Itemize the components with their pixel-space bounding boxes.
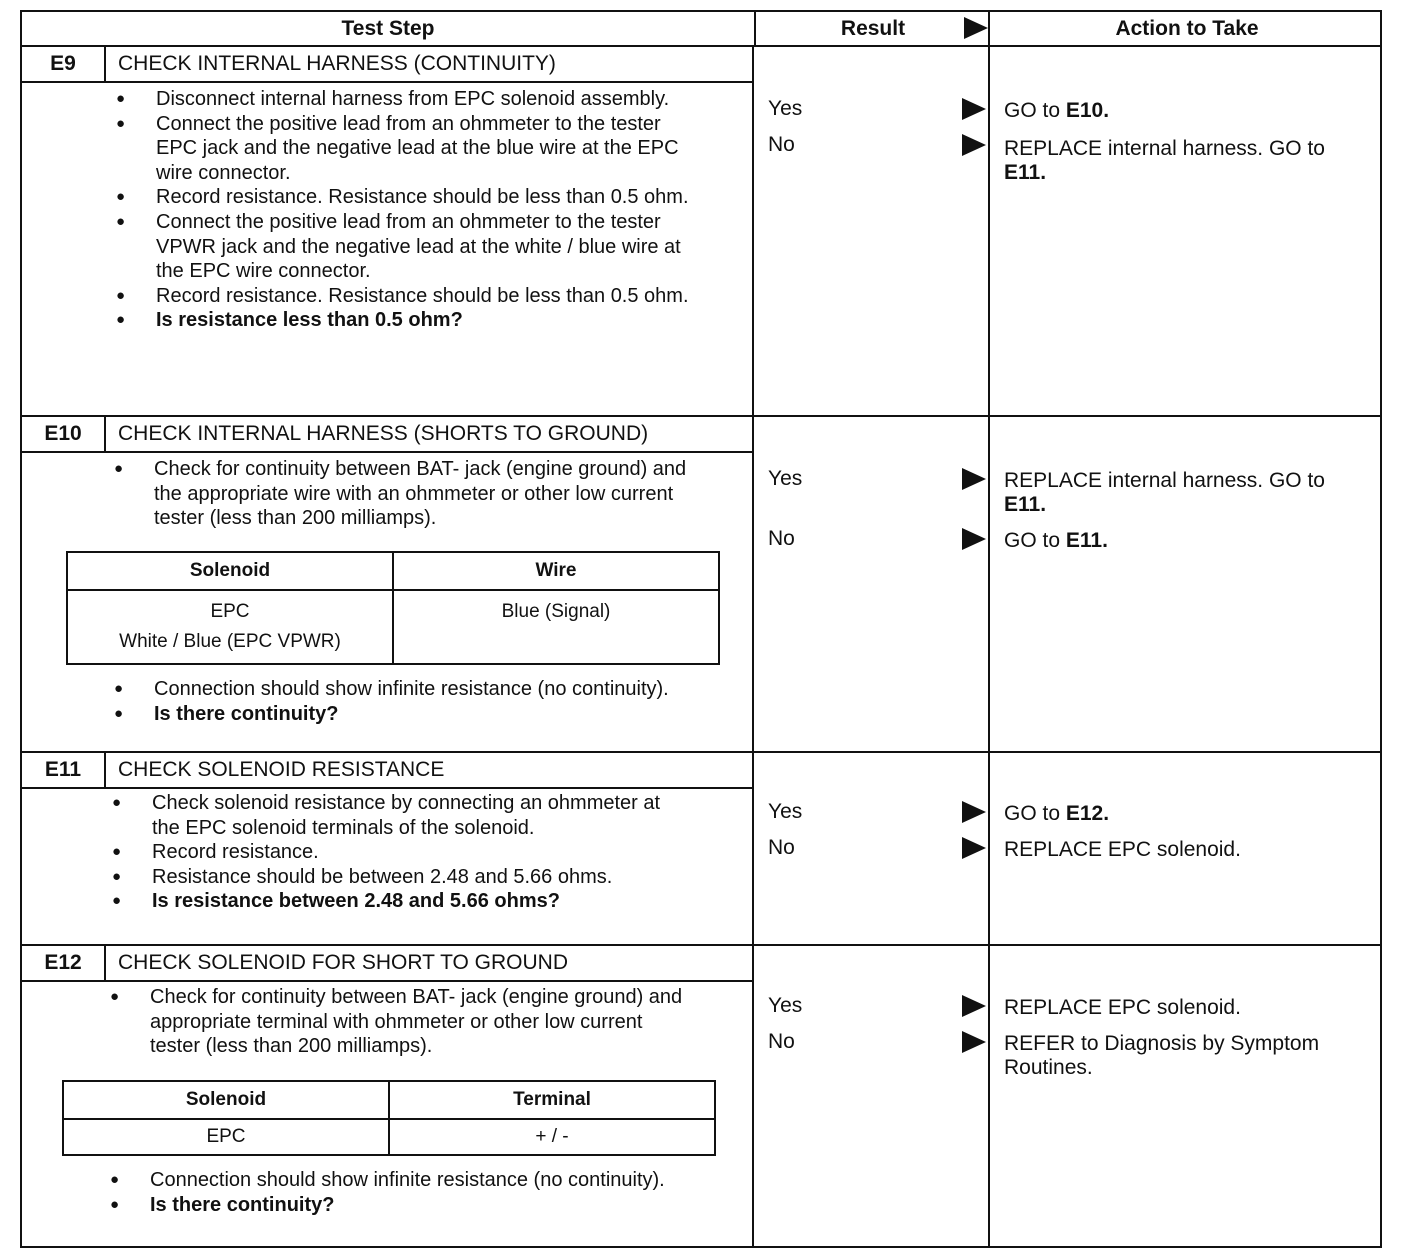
bullet-question: ● Is there continuity? bbox=[114, 702, 694, 727]
table-cell: + / - bbox=[389, 1119, 715, 1155]
result-cell bbox=[752, 417, 990, 751]
action-text: REPLACE internal harness. GO to bbox=[1004, 469, 1325, 492]
result-cell bbox=[752, 47, 990, 415]
arrow-icon bbox=[962, 468, 986, 490]
cell-line: EPC bbox=[210, 601, 250, 622]
step-row-e10 bbox=[20, 417, 1382, 753]
table-header bbox=[20, 10, 1382, 47]
cell-line: Blue (Signal) bbox=[501, 601, 611, 622]
action-cell bbox=[988, 417, 1382, 751]
table-cell bbox=[67, 590, 393, 664]
bullet-question: ● Is resistance between 2.48 and 5.66 ohms? bbox=[112, 889, 692, 914]
arrow-icon bbox=[962, 837, 986, 859]
bullet-question: ● Is there continuity? bbox=[110, 1193, 690, 1218]
step-row-e9 bbox=[20, 47, 1382, 417]
step-bullets bbox=[116, 87, 696, 333]
action-cell bbox=[988, 946, 1382, 1246]
action-cell bbox=[988, 47, 1382, 415]
table-header-terminal: Terminal bbox=[389, 1081, 715, 1119]
solenoid-wire-table bbox=[66, 551, 720, 665]
step-id: E10 bbox=[22, 417, 106, 451]
action-text: GO to bbox=[1004, 802, 1066, 825]
header-result-label: Result bbox=[840, 17, 906, 40]
arrow-icon bbox=[962, 134, 986, 156]
bullet-question: ● Is resistance less than 0.5 ohm? bbox=[116, 308, 696, 333]
step-bullets bbox=[110, 1168, 690, 1217]
bullet-item: ● Resistance should be between 2.48 and 5.66 ohms. bbox=[112, 865, 692, 890]
result-no bbox=[768, 133, 978, 157]
action-no bbox=[1004, 529, 1370, 553]
arrow-icon bbox=[964, 17, 988, 39]
bullet-item: ● Check solenoid resistance by connecting an ohmmeter at the EPC solenoid terminals of the solenoid. bbox=[112, 791, 692, 840]
step-row-e11 bbox=[20, 753, 1382, 946]
bullet-item: ● Record resistance. Resistance should be less than 0.5 ohm. bbox=[116, 284, 696, 309]
table-cell bbox=[393, 590, 719, 664]
result-yes bbox=[768, 97, 978, 121]
action-text: GO to bbox=[1004, 99, 1066, 122]
action-text: GO to bbox=[1004, 529, 1066, 552]
table-row bbox=[63, 1119, 715, 1155]
step-id: E9 bbox=[22, 47, 106, 81]
arrow-icon bbox=[962, 995, 986, 1017]
result-cell bbox=[752, 946, 990, 1246]
step-title: CHECK SOLENOID FOR SHORT TO GROUND bbox=[118, 951, 569, 974]
bullet-item: ● Record resistance. bbox=[112, 840, 692, 865]
step-cell bbox=[22, 47, 752, 415]
result-label: Yes bbox=[768, 800, 803, 823]
result-no bbox=[768, 527, 978, 551]
action-text: REFER to Diagnosis by Symptom Routines. bbox=[1004, 1032, 1320, 1079]
action-step-ref: E12. bbox=[1065, 802, 1110, 825]
action-no bbox=[1004, 137, 1370, 185]
step-row-e12 bbox=[20, 946, 1382, 1248]
header-action: Action to Take bbox=[988, 12, 1384, 45]
table-header-wire: Wire bbox=[393, 552, 719, 590]
result-label: Yes bbox=[768, 467, 803, 490]
bullet-item: ● Connect the positive lead from an ohmmeter to the tester EPC jack and the negative lead at the blue wire at the EPC wire connector. bbox=[116, 112, 696, 186]
bullet-item: ● Connection should show infinite resistance (no continuity). bbox=[110, 1168, 690, 1193]
result-label: No bbox=[768, 527, 795, 550]
bullet-item: ● Check for continuity between BAT- jack (engine ground) and the appropriate wire with an ohmmeter or other low current tester (less than 200 milliamps). bbox=[114, 457, 694, 531]
result-yes bbox=[768, 800, 978, 824]
action-cell bbox=[988, 753, 1382, 944]
step-title: CHECK SOLENOID RESISTANCE bbox=[118, 758, 445, 781]
step-cell bbox=[22, 753, 752, 944]
diagnostic-table bbox=[20, 10, 1382, 1248]
action-no bbox=[1004, 1032, 1370, 1080]
header-result bbox=[754, 12, 990, 45]
step-id: E11 bbox=[22, 753, 106, 787]
result-label: Yes bbox=[768, 97, 803, 120]
bullet-item: ● Disconnect internal harness from EPC solenoid assembly. bbox=[116, 87, 696, 112]
action-text: REPLACE internal harness. GO to bbox=[1004, 137, 1325, 160]
action-yes bbox=[1004, 99, 1370, 123]
action-step-ref: E11. bbox=[1004, 493, 1047, 516]
result-label: No bbox=[768, 836, 795, 859]
result-yes bbox=[768, 467, 978, 491]
action-step-ref: E10. bbox=[1065, 99, 1110, 122]
step-cell bbox=[22, 946, 752, 1246]
table-row bbox=[67, 590, 719, 664]
arrow-icon bbox=[962, 801, 986, 823]
bullet-item: ● Connection should show infinite resistance (no continuity). bbox=[114, 677, 694, 702]
bullet-item: ● Connect the positive lead from an ohmmeter to the tester VPWR jack and the negative lead at the white / blue wire at the EPC wire connector. bbox=[116, 210, 696, 284]
action-no bbox=[1004, 838, 1370, 862]
result-label: No bbox=[768, 1030, 795, 1053]
result-cell bbox=[752, 753, 990, 944]
step-bullets bbox=[110, 985, 690, 1059]
step-bullets bbox=[112, 791, 692, 914]
cell-line: White / Blue (EPC VPWR) bbox=[119, 631, 341, 652]
result-no bbox=[768, 836, 978, 860]
table-header-solenoid: Solenoid bbox=[67, 552, 393, 590]
action-yes bbox=[1004, 469, 1370, 517]
step-cell bbox=[22, 417, 752, 751]
step-bullets bbox=[114, 677, 694, 726]
result-no bbox=[768, 1030, 978, 1054]
step-title: CHECK INTERNAL HARNESS (SHORTS TO GROUND) bbox=[118, 422, 649, 445]
arrow-icon bbox=[962, 528, 986, 550]
action-yes bbox=[1004, 802, 1370, 826]
table-cell: EPC bbox=[63, 1119, 389, 1155]
action-text: REPLACE EPC solenoid. bbox=[1004, 996, 1241, 1019]
table-header-solenoid: Solenoid bbox=[63, 1081, 389, 1119]
step-header bbox=[22, 753, 752, 789]
solenoid-terminal-table bbox=[62, 1080, 716, 1156]
action-text: REPLACE EPC solenoid. bbox=[1004, 838, 1241, 861]
step-title: CHECK INTERNAL HARNESS (CONTINUITY) bbox=[118, 52, 556, 75]
action-step-ref: E11. bbox=[1004, 161, 1047, 184]
action-step-ref: E11. bbox=[1065, 529, 1108, 552]
step-header bbox=[22, 47, 752, 83]
action-yes bbox=[1004, 996, 1370, 1020]
bullet-item: ● Record resistance. Resistance should be less than 0.5 ohm. bbox=[116, 185, 696, 210]
step-header bbox=[22, 417, 752, 453]
result-yes bbox=[768, 994, 978, 1018]
step-id: E12 bbox=[22, 946, 106, 980]
result-label: No bbox=[768, 133, 795, 156]
result-label: Yes bbox=[768, 994, 803, 1017]
arrow-icon bbox=[962, 1031, 986, 1053]
step-header bbox=[22, 946, 752, 982]
bullet-item: ● Check for continuity between BAT- jack (engine ground) and appropriate terminal with ohmmeter or other low current tester (less than 200 milliamps). bbox=[110, 985, 690, 1059]
header-test-step: Test Step bbox=[341, 17, 435, 40]
step-bullets bbox=[114, 457, 694, 531]
arrow-icon bbox=[962, 98, 986, 120]
